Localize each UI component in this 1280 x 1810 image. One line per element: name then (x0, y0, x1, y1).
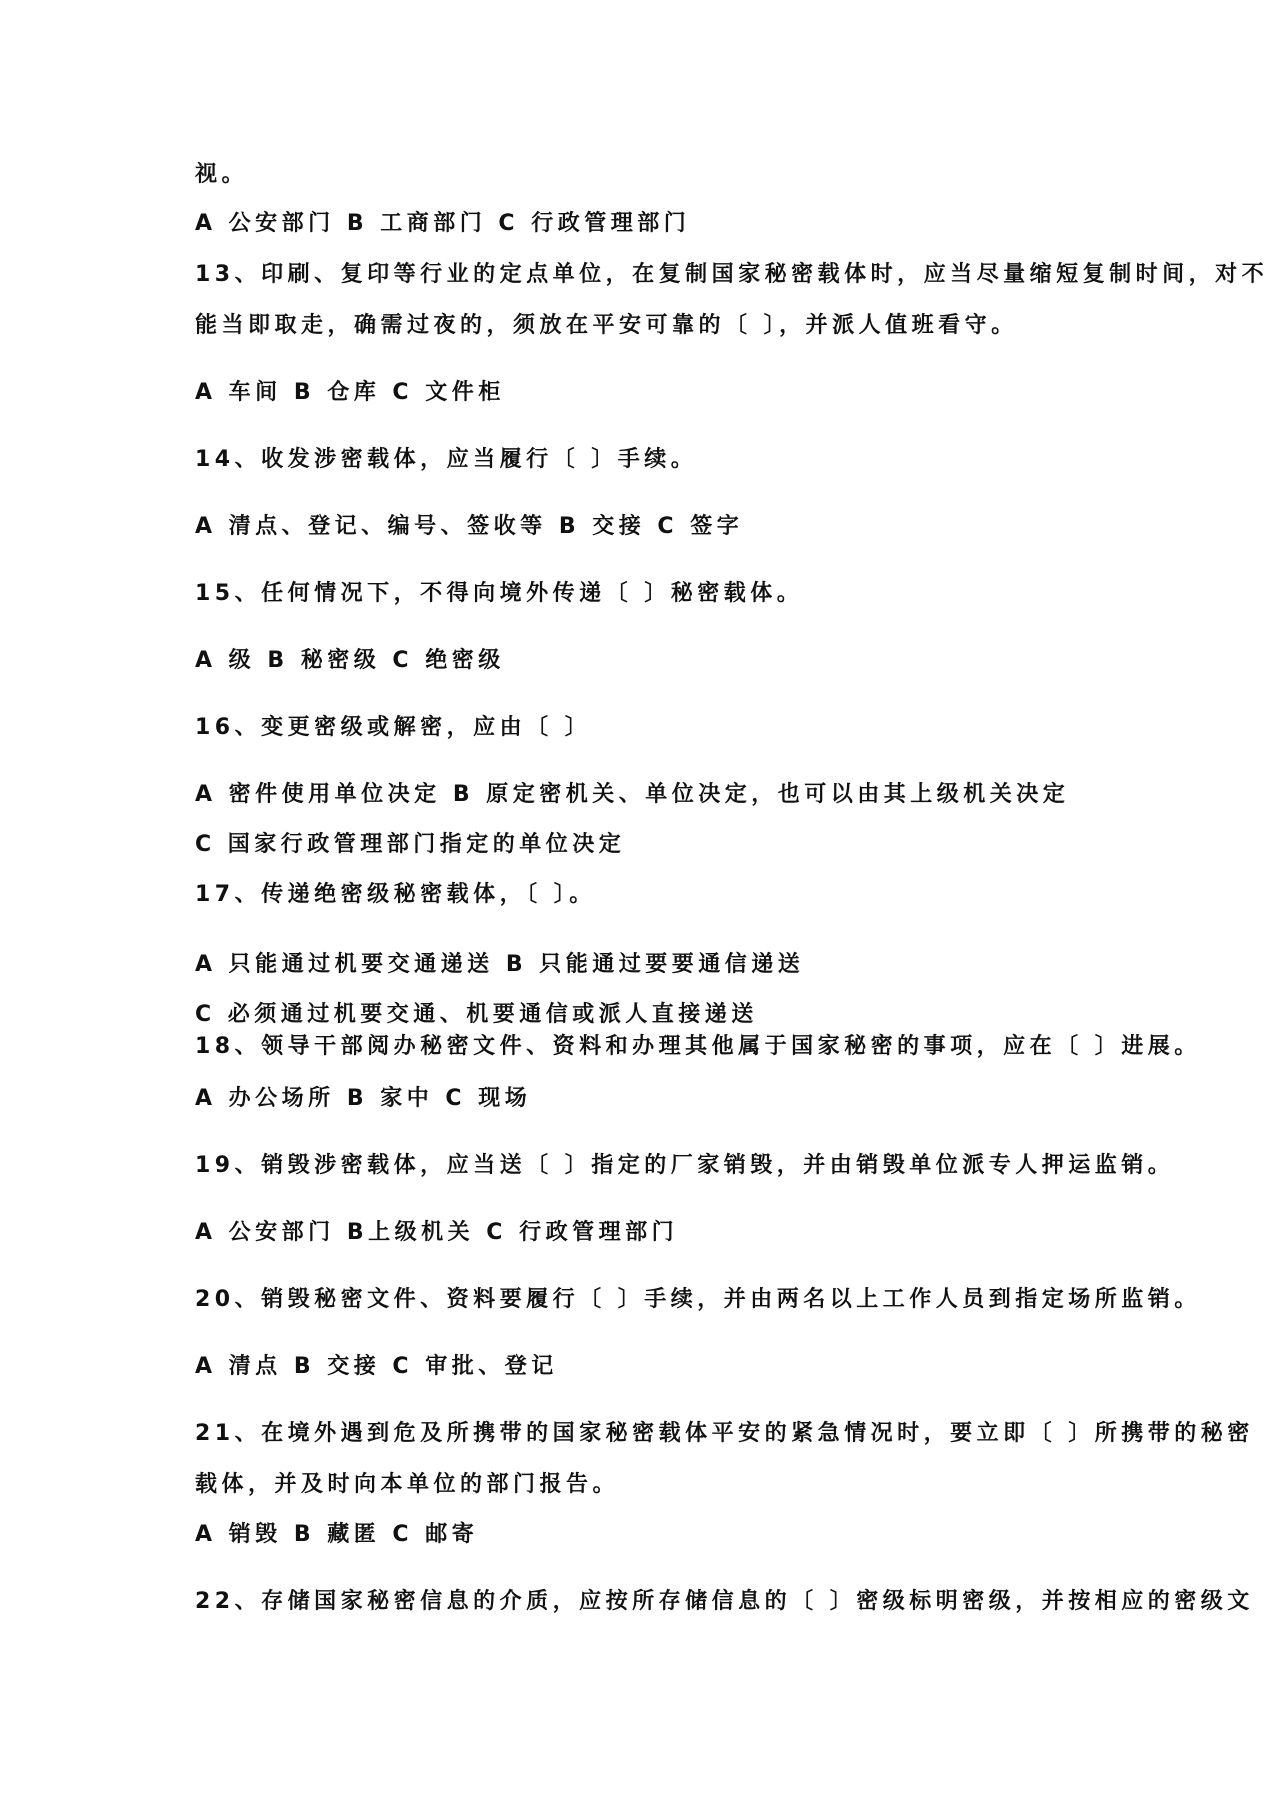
question-13-options: A 车间 B 仓库 C 文件柜 (195, 380, 505, 405)
question-13-line-2: 能当即取走，确需过夜的，须放在平安可靠的〔 〕，并派人值班看守。 (195, 313, 1018, 338)
question-14: 14、收发涉密载体，应当履行〔 〕手续。 (195, 447, 698, 472)
question-19: 19、销毁涉密载体，应当送〔 〕指定的厂家销毁，并由销毁单位派专人押运监销。 (195, 1153, 1175, 1178)
question-17-options-2: C 必须通过机要交通、机要通信或派人直接递送 (195, 1002, 758, 1027)
question-17: 17、传递绝密级秘密载体，〔 〕。 (195, 882, 596, 907)
question-16: 16、变更密级或解密，应由〔 〕 (195, 715, 592, 740)
text-line: 视。 (195, 162, 249, 187)
text-line: A 公安部门 B 工商部门 C 行政管理部门 (195, 211, 691, 236)
question-16-options-1: A 密件使用单位决定 B 原定密机关、单位决定，也可以由其上级机关决定 (195, 782, 1070, 807)
question-21-options: A 销毁 B 藏匿 C 邮寄 (195, 1522, 479, 1547)
question-18: 18、领导干部阅办秘密文件、资料和办理其他属于国家秘密的事项，应在〔 〕进展。 (195, 1034, 1201, 1059)
question-15-options: A 级 B 秘密级 C 绝密级 (195, 648, 505, 673)
question-19-options: A 公安部门 B上级机关 C 行政管理部门 (195, 1220, 679, 1245)
question-22-line-1: 22、存储国家秘密信息的介质，应按所存储信息的〔 〕密级标明密级，并按相应的密级文 (195, 1589, 1254, 1614)
question-13-line-1: 13、印刷、复印等行业的定点单位，在复制国家秘密载体时，应当尽量缩短复制时间，对不 (195, 262, 1269, 287)
question-21-line-2: 载体，并及时向本单位的部门报告。 (195, 1472, 620, 1497)
question-16-options-2: C 国家行政管理部门指定的单位决定 (195, 832, 626, 857)
question-17-options-1: A 只能通过机要交通递送 B 只能通过要要通信递送 (195, 952, 805, 977)
question-15: 15、任何情况下，不得向境外传递〔 〕秘密载体。 (195, 581, 804, 606)
question-21-line-1: 21、在境外遇到危及所携带的国家秘密载体平安的紧急情况时，要立即〔 〕所携带的秘密 (195, 1421, 1254, 1446)
question-18-options: A 办公场所 B 家中 C 现场 (195, 1086, 532, 1111)
question-20-options: A 清点 B 交接 C 审批、登记 (195, 1354, 558, 1379)
question-20: 20、销毁秘密文件、资料要履行〔 〕手续，并由两名以上工作人员到指定场所监销。 (195, 1287, 1201, 1312)
question-14-options: A 清点、登记、编号、签收等 B 交接 C 签字 (195, 514, 744, 539)
